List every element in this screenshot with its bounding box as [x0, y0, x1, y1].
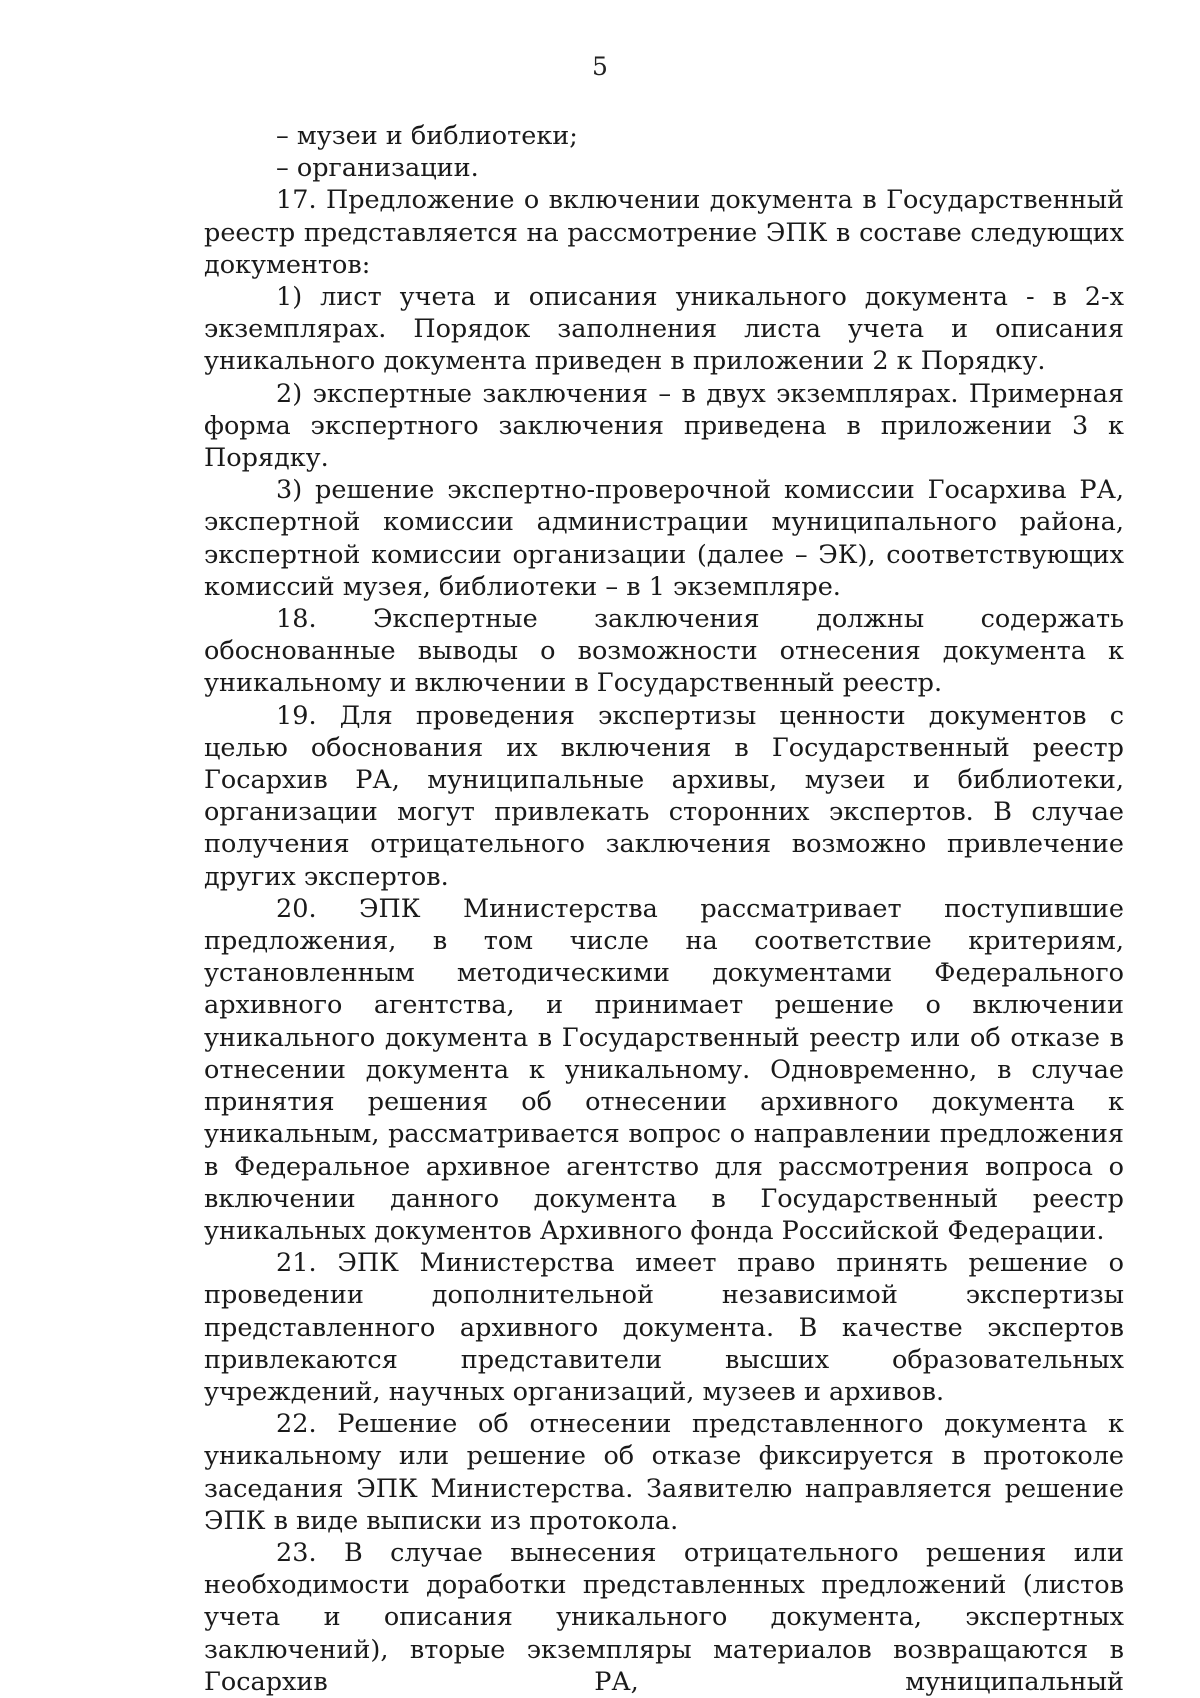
paragraph-21: 21. ЭПК Министерства имеет право принять решение о проведении дополнительной независимой экспертизы представленного архивного документа. В качестве экспертов привлекаются представители высших образовательных учреждений, научных организаций, музеев и архивов.: [204, 1248, 1124, 1407]
list-item-organizations: – организации.: [276, 153, 479, 184]
paragraph-19: 19. Для проведения экспертизы ценности документов с целью обоснования их включения в Государственный реестр Госархив РА, муниципальные архивы, музеи и библиотеки, организации могут привлекать сторонних экспертов. В случае получения отрицательного заключения возможно привлечение других экспертов.: [204, 700, 1124, 892]
paragraph-20: 20. ЭПК Министерства рассматривает поступившие предложения, в том числе на соответствие критериям, установленным методическими документами Федерального архивного агентства, и принимает решение о включении уникального документа в Государственный реестр или об отказе в отнесении документа к уникальному. Одновременно, в случае принятия решения об отнесении архивного документа к уникальным, рассматривается вопрос о направлении предложения в Федеральное архивное агентство для рассмотрения вопроса о включении данного документа в Государственный реестр уникальных документов Архивного фонда Российской Федерации.: [204, 893, 1124, 1246]
subitem-1: 1) лист учета и описания уникального документа - в 2-х экземплярах. Порядок заполнения листа учета и описания уникального документа приведен в приложении 2 к Порядку.: [204, 282, 1124, 377]
paragraph-18: 18. Экспертные заключения должны содержать обоснованные выводы о возможности отнесения документа к уникальному и включении в Государственный реестр.: [204, 604, 1124, 699]
page-number: 5: [592, 52, 608, 81]
document-body: [204, 120, 1124, 1698]
subitem-2: 2) экспертные заключения – в двух экземплярах. Примерная форма экспертного заключения приведена в приложении 3 к Порядку.: [204, 378, 1124, 474]
paragraph-17: 17. Предложение о включении документа в Государственный реестр представляется на рассмотрение ЭПК в составе следующих документов:: [204, 185, 1124, 280]
paragraph-23: 23. В случае вынесения отрицательного решения или необходимости доработки представленных предложений (листов учета и описания уникального документа, экспертных заключений), вторые экземпляры материалов возвращаются в Госархив РА, муниципальный: [204, 1537, 1124, 1697]
list-item-museums: – музеи и библиотеки;: [276, 121, 578, 151]
subitem-3: 3) решение экспертно-проверочной комиссии Госархива РА, экспертной комиссии администрации муниципального района, экспертной комиссии организации (далее – ЭК), соответствующих комиссий музея, библиотеки – в 1 экземпляре.: [204, 475, 1124, 602]
paragraph-22: 22. Решение об отнесении представленного документа к уникальному или решение об отказе фиксируется в протоколе заседания ЭПК Министерства. Заявителю направляется решение ЭПК в виде выписки из протокола.: [204, 1409, 1124, 1536]
